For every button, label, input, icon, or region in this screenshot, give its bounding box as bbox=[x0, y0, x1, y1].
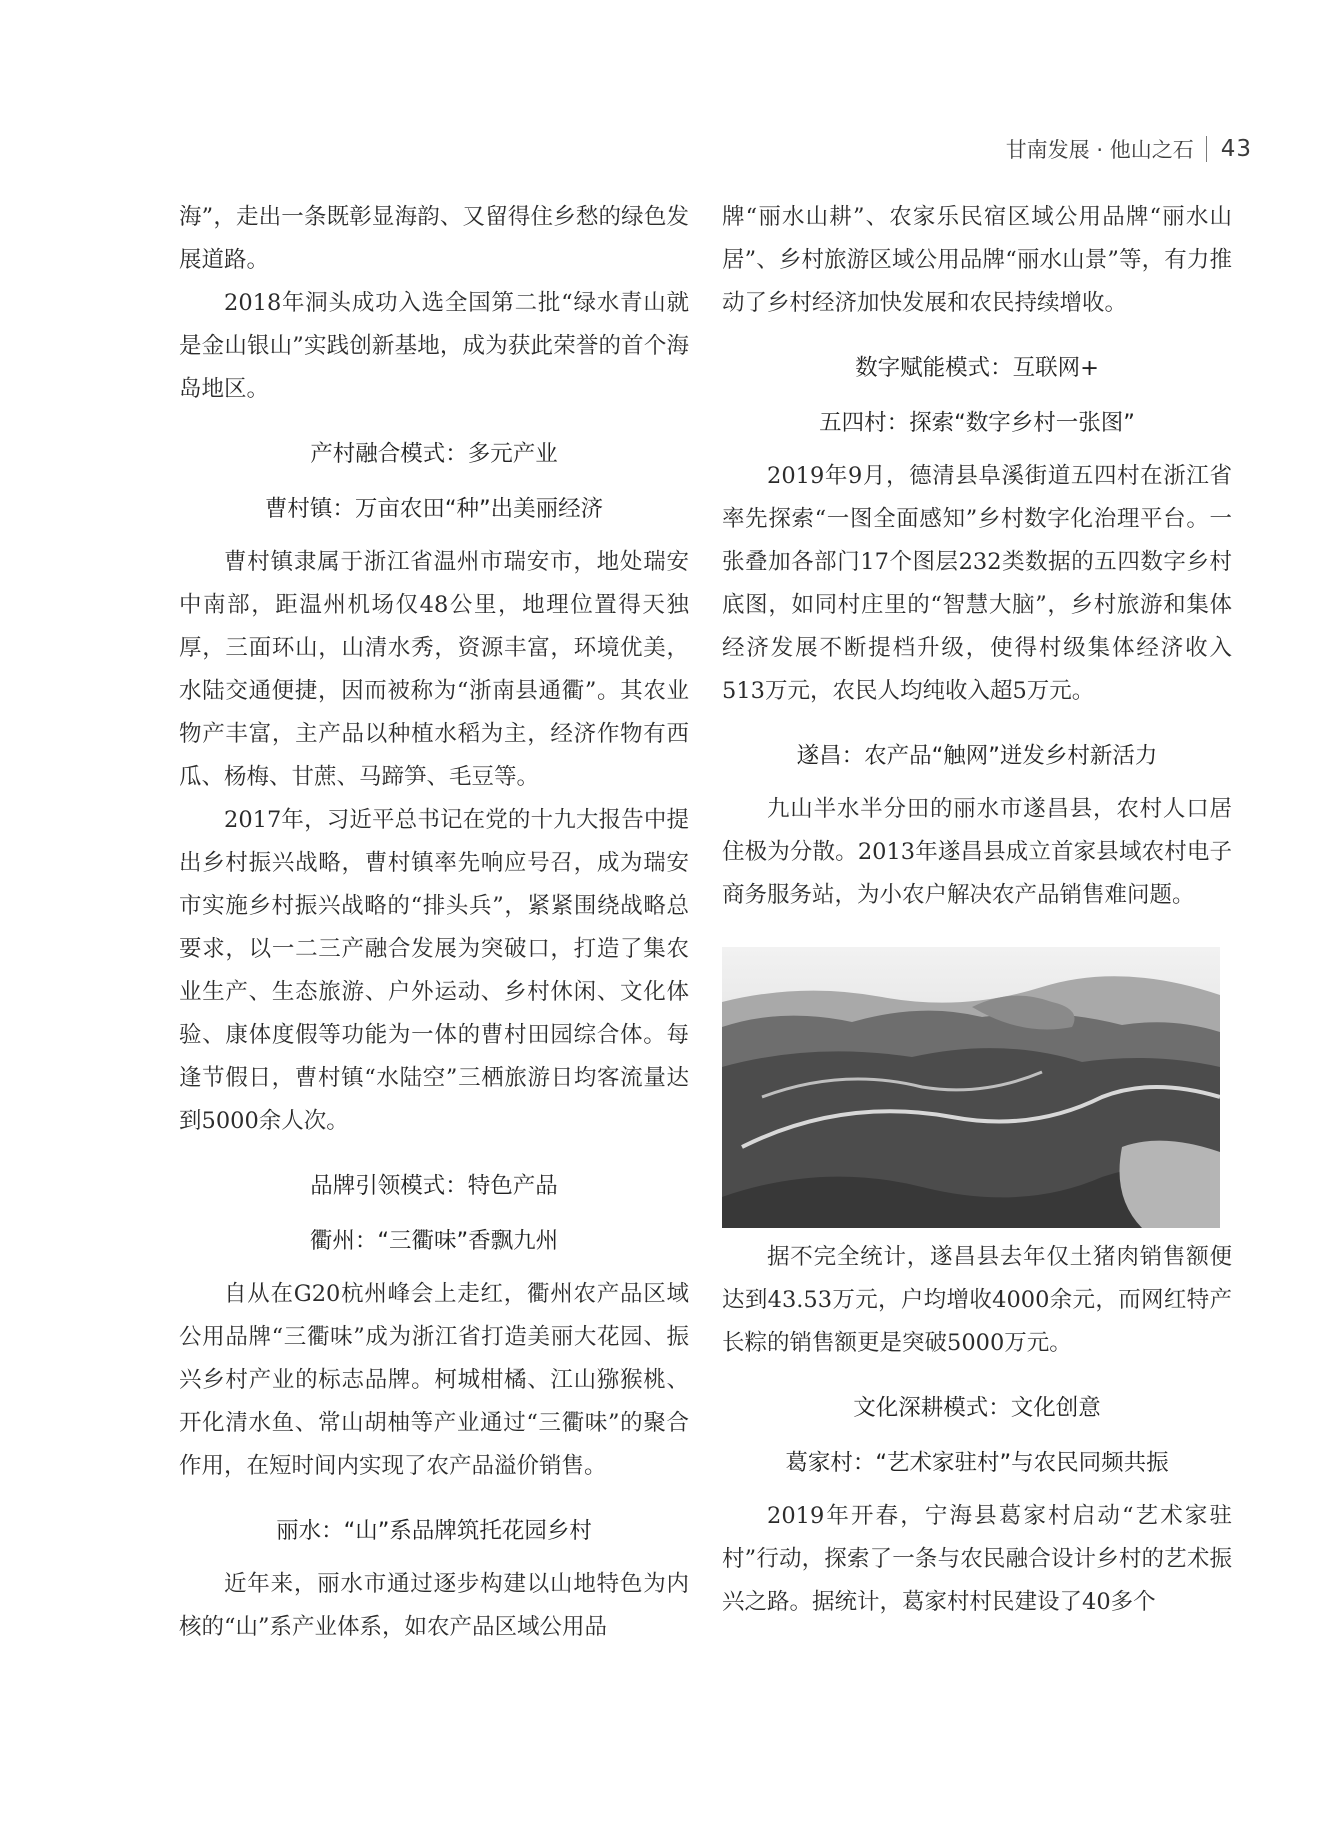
paragraph: 海”，走出一条既彰显海韵、又留得住乡愁的绿色发展道路。 bbox=[179, 204, 689, 273]
section-heading: 产村融合模式：多元产业 bbox=[310, 441, 558, 467]
paragraph: 自从在G20杭州峰会上走红，衢州农产品区域公用品牌“三衢味”成为浙江省打造美丽大花园、振兴乡村产业的标志品牌。柯城柑橘、江山猕猴桃、开化清水鱼、常山胡柚等产业通过“三衢味”的聚合作用，在短时间内实现了农产品溢价销售。 bbox=[179, 1281, 689, 1479]
photo-illustration bbox=[722, 947, 1220, 1228]
paragraph: 曹村镇隶属于浙江省温州市瑞安市，地处瑞安中南部，距温州机场仅48公里，地理位置得天独厚，三面环山，山清水秀，资源丰富，环境优美，水陆交通便捷，因而被称为“浙南县通衢”。其农业物产丰富，主产品以种植水稻为主，经济作物有西瓜、杨梅、甘蔗、马蹄笋、毛豆等。 bbox=[179, 549, 689, 790]
section-title: 甘南发展 · 他山之石 bbox=[1005, 138, 1194, 162]
section-heading: 品牌引领模式：特色产品 bbox=[310, 1173, 558, 1199]
paragraph: 牌“丽水山耕”、农家乐民宿区域公用品牌“丽水山居”、乡村旅游区域公用品牌“丽水山景”等，有力推动了乡村经济加快发展和农民持续增收。 bbox=[722, 204, 1232, 316]
subsection-heading: 五四村：探索“数字乡村一张图” bbox=[819, 410, 1135, 436]
paragraph: 2019年9月，德清县阜溪街道五四村在浙江省率先探索“一图全面感知”乡村数字化治理平台。一张叠加各部门17个图层232类数据的五四数字乡村底图，如同村庄里的“智慧大脑”，乡村旅游和集体经济发展不断提档升级，使得村级集体经济收入513万元，农民人均纯收入超5万元。 bbox=[722, 463, 1232, 704]
page-number: 43 bbox=[1220, 136, 1252, 162]
subsection-heading: 葛家村：“艺术家驻村”与农民同频共振 bbox=[785, 1450, 1169, 1476]
left-column bbox=[179, 196, 689, 1649]
paragraph: 近年来，丽水市通过逐步构建以山地特色为内核的“山”系产业体系，如农产品区域公用品 bbox=[179, 1571, 689, 1640]
subsection-heading: 曹村镇：万亩农田“种”出美丽经济 bbox=[264, 496, 604, 522]
header-divider bbox=[1206, 136, 1207, 162]
subsection-heading: 丽水：“山”系品牌筑托花园乡村 bbox=[276, 1518, 592, 1544]
section-heading: 文化深耕模式：文化创意 bbox=[853, 1395, 1101, 1421]
aerial-landscape-photo bbox=[722, 947, 1220, 1228]
paragraph: 2017年，习近平总书记在党的十九大报告中提出乡村振兴战略，曹村镇率先响应号召，成为瑞安市实施乡村振兴战略的“排头兵”，紧紧围绕战略总要求，以一二三产融合发展为突破口，打造了集农业生产、生态旅游、户外运动、乡村休闲、文化体验、康体度假等功能为一体的曹村田园综合体。每逢节假日，曹村镇“水陆空”三栖旅游日均客流量达到5000余人次。 bbox=[179, 807, 689, 1134]
paragraph: 据不完全统计，遂昌县去年仅土猪肉销售额便达到43.53万元，户均增收4000余元，而网红特产长粽的销售额更是突破5000万元。 bbox=[722, 1244, 1232, 1356]
section-heading: 数字赋能模式：互联网+ bbox=[855, 355, 1099, 381]
subsection-heading: 衢州：“三衢味”香飘九州 bbox=[309, 1228, 559, 1254]
paragraph: 2019年开春，宁海县葛家村启动“艺术家驻村”行动，探索了一条与农民融合设计乡村的艺术振兴之路。据统计，葛家村村民建设了40多个 bbox=[722, 1503, 1232, 1615]
right-column bbox=[722, 196, 1232, 1624]
paragraph: 九山半水半分田的丽水市遂昌县，农村人口居住极为分散。2013年遂昌县成立首家县域农村电子商务服务站，为小农户解决农产品销售难问题。 bbox=[722, 796, 1232, 908]
running-head bbox=[1006, 134, 1252, 164]
subsection-heading: 遂昌：农产品“触网”迸发乡村新活力 bbox=[796, 743, 1158, 769]
paragraph: 2018年洞头成功入选全国第二批“绿水青山就是金山银山”实践创新基地，成为获此荣誉的首个海岛地区。 bbox=[179, 290, 689, 402]
